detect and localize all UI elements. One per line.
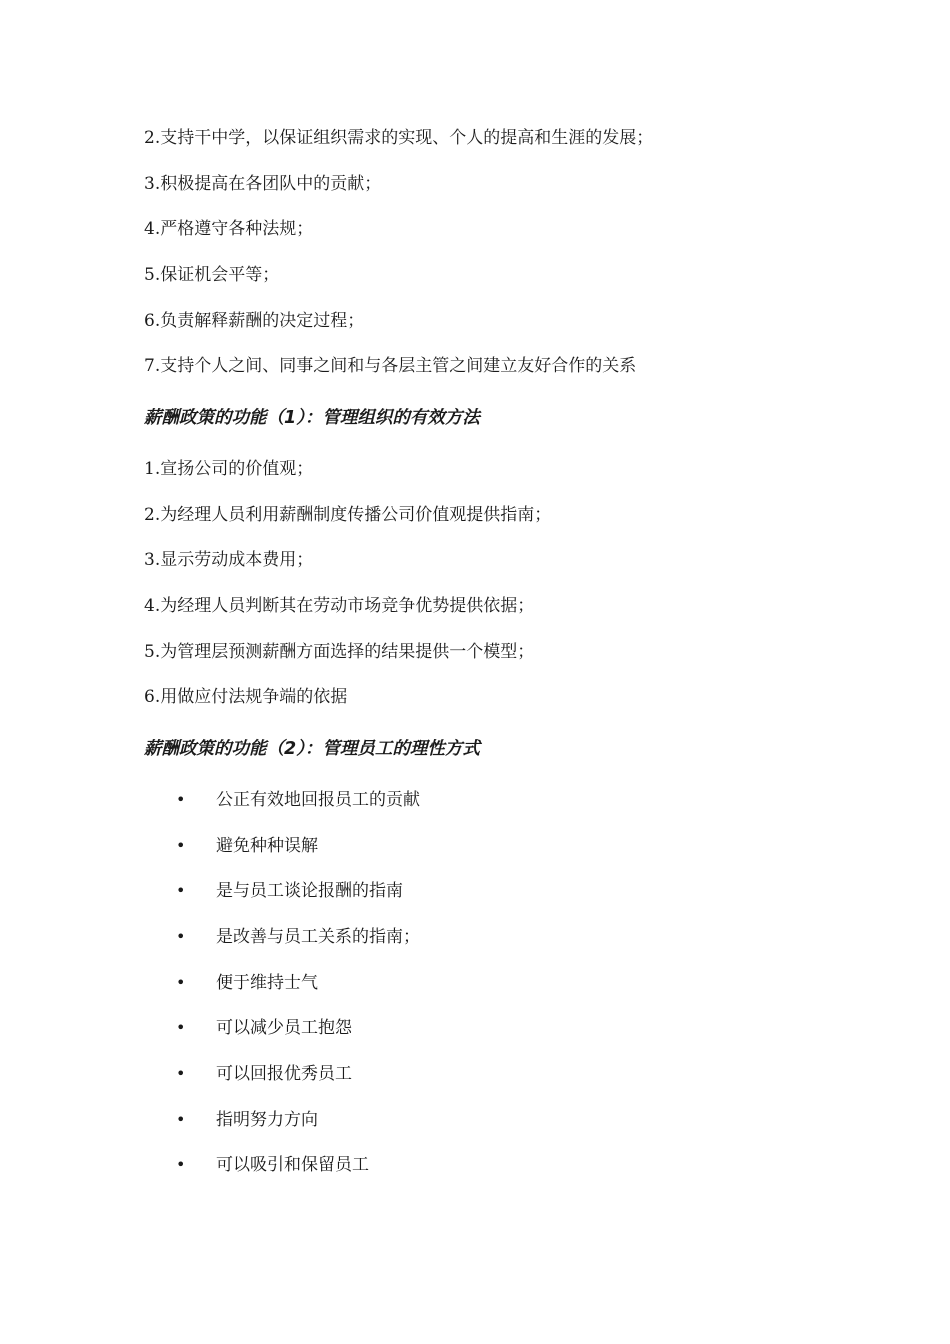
bullet-text: 可以减少员工抱怨 [216, 1018, 352, 1038]
bullet-text: 可以回报优秀员工 [216, 1064, 352, 1084]
bullet-icon: • [176, 836, 186, 855]
list-item: 4.为经理人员判断其在劳动市场竞争优势提供依据； [144, 596, 535, 616]
list-item: 7.支持个人之间、同事之间和与各层主管之间建立友好合作的关系 [144, 356, 637, 376]
list-item: 2.为经理人员利用薪酬制度传播公司价值观提供指南； [144, 505, 552, 525]
bullet-icon: • [176, 927, 186, 946]
bullet-text: 避免种种误解 [216, 836, 318, 856]
section-heading: 薪酬政策的功能（2）：管理员工的理性方式 [144, 739, 480, 759]
list-item: 6.用做应付法规争端的依据 [144, 687, 348, 707]
bullet-icon: • [176, 1064, 186, 1083]
bullet-text: 是与员工谈论报酬的指南 [216, 881, 403, 901]
bullet-icon: • [176, 1110, 186, 1129]
bullet-icon: • [176, 1018, 186, 1037]
list-item: 3.显示劳动成本费用； [144, 550, 314, 570]
section-heading: 薪酬政策的功能（1）：管理组织的有效方法 [144, 408, 480, 428]
list-item: 3.积极提高在各团队中的贡献； [144, 174, 382, 194]
bullet-text: 指明努力方向 [216, 1110, 318, 1130]
bullet-icon: • [176, 1155, 186, 1174]
list-item: 5.为管理层预测薪酬方面选择的结果提供一个模型； [144, 642, 535, 662]
bullet-text: 是改善与员工关系的指南； [216, 927, 420, 947]
list-item: 4.严格遵守各种法规； [144, 219, 314, 239]
bullet-text: 便于维持士气 [216, 973, 318, 993]
bullet-text: 公正有效地回报员工的贡献 [216, 790, 420, 810]
bullet-icon: • [176, 790, 186, 809]
bullet-icon: • [176, 973, 186, 992]
list-item: 1.宣扬公司的价值观； [144, 459, 314, 479]
list-item: 6.负责解释薪酬的决定过程； [144, 311, 365, 331]
list-item: 5.保证机会平等； [144, 265, 280, 285]
bullet-icon: • [176, 881, 186, 900]
list-item: 2.支持干中学，以保证组织需求的实现、个人的提高和生涯的发展； [144, 128, 654, 148]
bullet-text: 可以吸引和保留员工 [216, 1155, 369, 1175]
